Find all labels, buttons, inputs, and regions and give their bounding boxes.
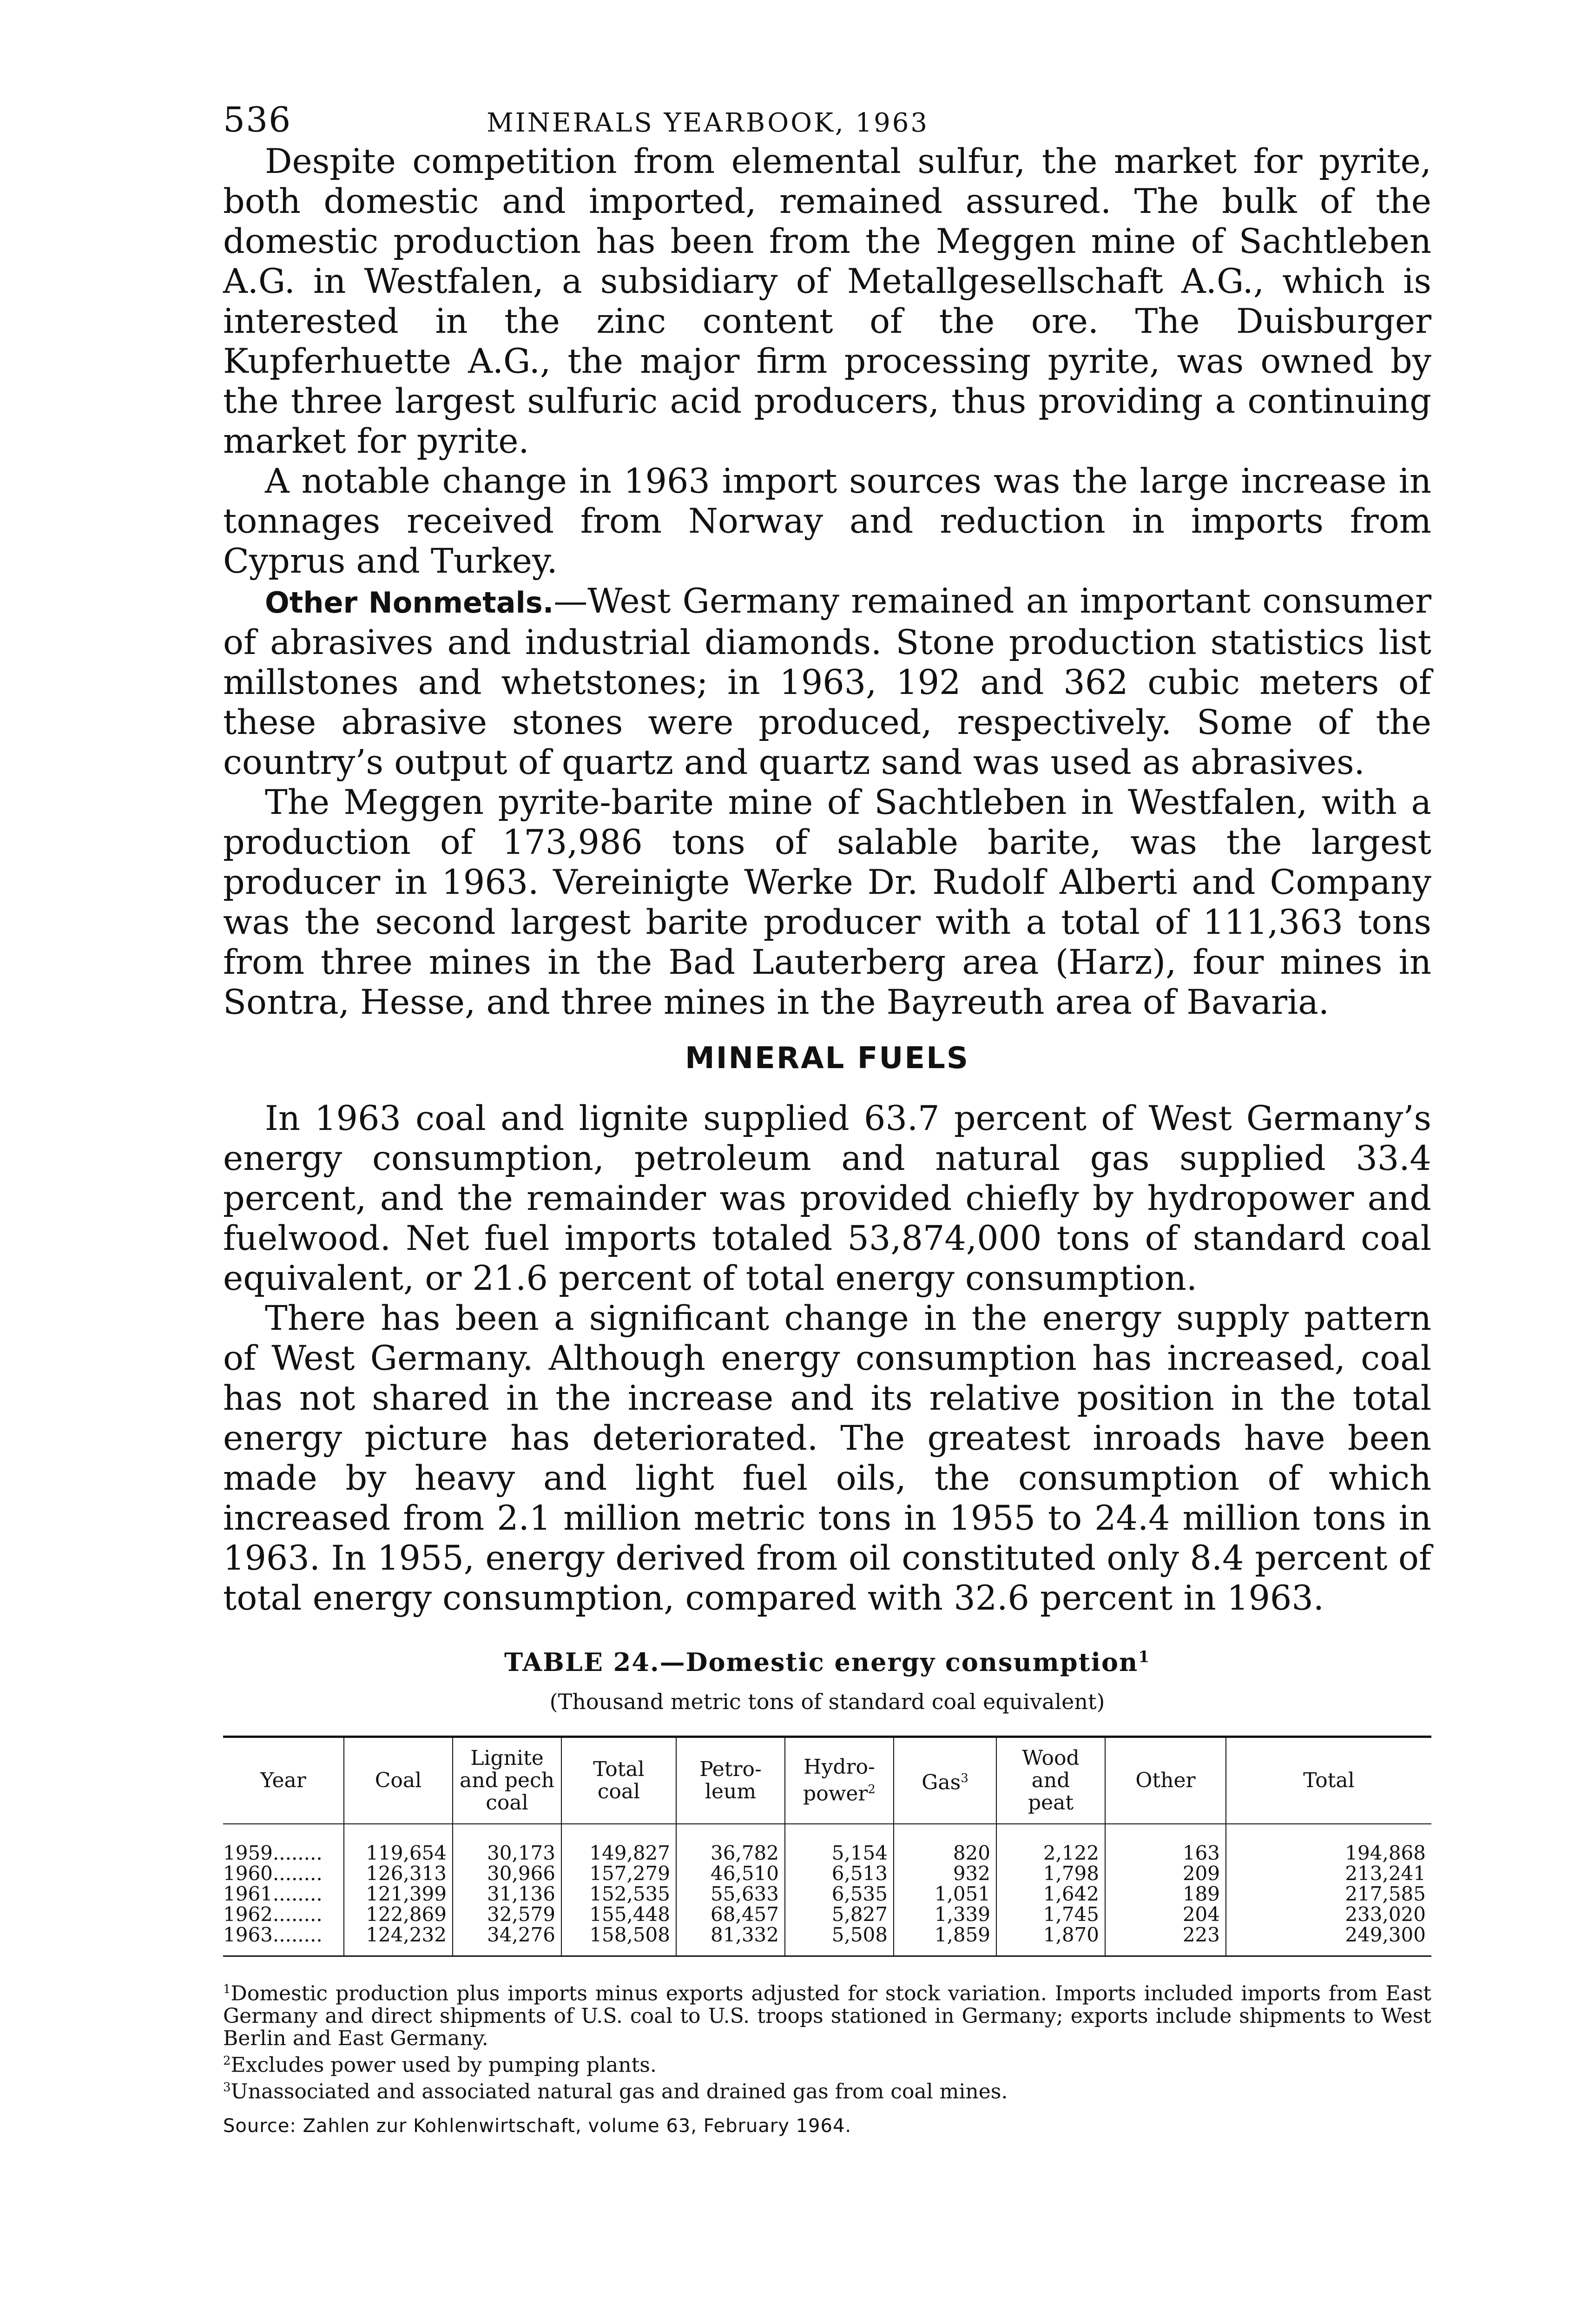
cell-lignite: 31,136 [453, 1884, 561, 1904]
energy-consumption-table [223, 1736, 1431, 1957]
cell-wood-peat: 1,870 [996, 1925, 1105, 1956]
cell-lignite: 32,579 [453, 1904, 561, 1925]
cell-wood-peat: 2,122 [996, 1824, 1105, 1863]
table-source: Source: Zahlen zur Kohlenwirtschaft, volume 63, February 1964. [223, 2115, 852, 2137]
col-header-wood-peat: Wood and peat [996, 1737, 1105, 1824]
table-row [223, 1904, 1431, 1925]
cell-coal: 126,313 [344, 1863, 453, 1884]
cell-lignite: 30,173 [453, 1824, 561, 1863]
cell-year: 1961........ [223, 1882, 323, 1905]
col-header-hydropower: Hydro- power$^2$ [785, 1737, 894, 1824]
page-header [223, 100, 1431, 142]
cell-total: 194,868 [1226, 1824, 1431, 1863]
cell-gas: 932 [894, 1863, 996, 1884]
cell-other: 163 [1105, 1824, 1226, 1863]
cell-other: 189 [1105, 1884, 1226, 1904]
cell-total-coal: 149,827 [561, 1824, 676, 1863]
cell-hydropower: 5,508 [785, 1925, 894, 1956]
paragraph-pyrite-market: Despite competition from elemental sulfur, the market for pyrite, both domestic and imported, remained assured. The bulk of the domestic production has been from the Meggen mine of Sachtleben A.G. in Westfalen, a subsidiary of Metallgesellschaft A.G., which is interested in the zinc content of the ore. The Duisburger Kupferhuette A.G., the major firm processing pyrite, was owned by the three largest sulfuric acid producers, thus providing a continuing market for pyrite. [223, 142, 1431, 461]
paragraph-energy-pattern: There has been a significant change in the energy supply pattern of West Germany. Although energy consumption has increased, coal has not shared in the increase and its relative position in the total energy picture has deteriorated. The greatest inroads have been made by heavy and light fuel oils, the consumption of which increased from 2.1 million metric tons in 1955 to 24.4 million tons in 1963. In 1955, energy derived from oil constituted only 8.4 percent of total energy consumption, compared with 32.6 percent in 1963. [223, 1299, 1431, 1618]
col-header-total-coal: Total coal [561, 1737, 676, 1824]
run-in-heading-other-nonmetals: Other Nonmetals. [265, 586, 554, 620]
table-footnotes [223, 1978, 1431, 2103]
cell-total-coal: 157,279 [561, 1863, 676, 1884]
cell-hydropower: 6,513 [785, 1863, 894, 1884]
paragraph-energy-share: In 1963 coal and lignite supplied 63.7 percent of West Germany’s energy consumption, petroleum and natural gas supplied 33.4 percent, and the remainder was provided chiefly by hydropower and fuelwood. Net fuel imports totaled 53,874,000 tons of standard coal equivalent, or 21.6 percent of total energy consumption. [223, 1099, 1431, 1298]
cell-hydropower: 5,827 [785, 1904, 894, 1925]
col-header-lignite: Lignite and pech coal [453, 1737, 561, 1824]
cell-total-coal: 155,448 [561, 1904, 676, 1925]
cell-coal: 121,399 [344, 1884, 453, 1904]
cell-petroleum: 55,633 [676, 1884, 785, 1904]
cell-gas: 1,051 [894, 1884, 996, 1904]
cell-gas: 1,339 [894, 1904, 996, 1925]
cell-wood-peat: 1,745 [996, 1904, 1105, 1925]
table-row [223, 1925, 1431, 1956]
cell-total-coal: 152,535 [561, 1884, 676, 1904]
cell-coal: 119,654 [344, 1824, 453, 1863]
cell-year: 1963........ [223, 1923, 323, 1946]
table-row [223, 1863, 1431, 1884]
cell-total: 217,585 [1226, 1884, 1431, 1904]
cell-petroleum: 81,332 [676, 1925, 785, 1956]
footnote-1: $^1$Domestic production plus imports minus exports adjusted for stock variation. Imports included imports from East Germany and direct shipments of U.S. coal to U.S. troops stationed in Germany; exports include shipments to West Berlin and East Germany. [223, 1981, 1431, 2050]
cell-other: 204 [1105, 1904, 1226, 1925]
col-header-gas: Gas$^3$ [894, 1737, 996, 1824]
cell-other: 209 [1105, 1863, 1226, 1884]
table-row [223, 1884, 1431, 1904]
cell-total: 213,241 [1226, 1863, 1431, 1884]
cell-total: 233,020 [1226, 1904, 1431, 1925]
cell-hydropower: 5,154 [785, 1824, 894, 1863]
cell-coal: 124,232 [344, 1925, 453, 1956]
table-header-row [223, 1737, 1431, 1824]
cell-wood-peat: 1,798 [996, 1863, 1105, 1884]
col-header-other: Other [1105, 1737, 1226, 1824]
table-title-text: TABLE 24.—Domestic energy consumption [504, 1647, 1139, 1677]
cell-gas: 1,859 [894, 1925, 996, 1956]
cell-coal: 122,869 [344, 1904, 453, 1925]
table-subtitle: (Thousand metric tons of standard coal equivalent) [549, 1689, 1105, 1714]
cell-hydropower: 6,535 [785, 1884, 894, 1904]
col-header-coal: Coal [344, 1737, 453, 1824]
page [223, 100, 1431, 2137]
running-title: MINERALS YEARBOOK, 1963 [487, 108, 929, 138]
cell-year: 1959........ [223, 1842, 323, 1864]
cell-wood-peat: 1,642 [996, 1884, 1105, 1904]
footnote-2: $^2$Excludes power used by pumping plants. [223, 2053, 657, 2077]
paragraph-other-nonmetals [223, 581, 1431, 783]
cell-lignite: 34,276 [453, 1925, 561, 1956]
cell-lignite: 30,966 [453, 1863, 561, 1884]
footnote-3: $^3$Unassociated and associated natural gas and drained gas from coal mines. [223, 2080, 1008, 2104]
other-nonmetals-text: —West Germany remained an important consumer of abrasives and industrial diamonds. Stone production statistics list millstones and whetstones; in 1963, 192 and 362 cubic meters of these abrasive stones were produced, respectively. Some of the country’s output of quartz and quartz sand was used as abrasives. [223, 581, 1431, 782]
col-header-petroleum: Petro- leum [676, 1737, 785, 1824]
cell-year: 1962........ [223, 1903, 323, 1926]
table-row [223, 1824, 1431, 1863]
cell-total-coal: 158,508 [561, 1925, 676, 1956]
cell-petroleum: 46,510 [676, 1863, 785, 1884]
table-title [223, 1647, 1431, 1677]
cell-other: 223 [1105, 1925, 1226, 1956]
paragraph-import-sources: A notable change in 1963 import sources was the large increase in tonnages received from Norway and reduction in imports from Cyprus and Turkey. [223, 462, 1431, 581]
col-header-total: Total [1226, 1737, 1431, 1824]
cell-year: 1960........ [223, 1862, 323, 1885]
section-heading-mineral-fuels: MINERAL FUELS [685, 1041, 969, 1076]
col-header-year: Year [260, 1769, 306, 1792]
page-number: 536 [223, 100, 292, 140]
cell-petroleum: 68,457 [676, 1904, 785, 1925]
table-title-footnote-mark: 1 [1138, 1648, 1150, 1666]
paragraph-barite: The Meggen pyrite-barite mine of Sachtleben in Westfalen, with a production of 173,986 tons of salable barite, was the largest producer in 1963. Vereinigte Werke Dr. Rudolf Alberti and Company was the second largest barite producer with a total of 111,363 tons from three mines in the Bad Lauterberg area (Harz), four mines in Sontra, Hesse, and three mines in the Bayreuth area of Bavaria. [223, 783, 1431, 1022]
cell-petroleum: 36,782 [676, 1824, 785, 1863]
cell-total: 249,300 [1226, 1925, 1431, 1956]
cell-gas: 820 [894, 1824, 996, 1863]
